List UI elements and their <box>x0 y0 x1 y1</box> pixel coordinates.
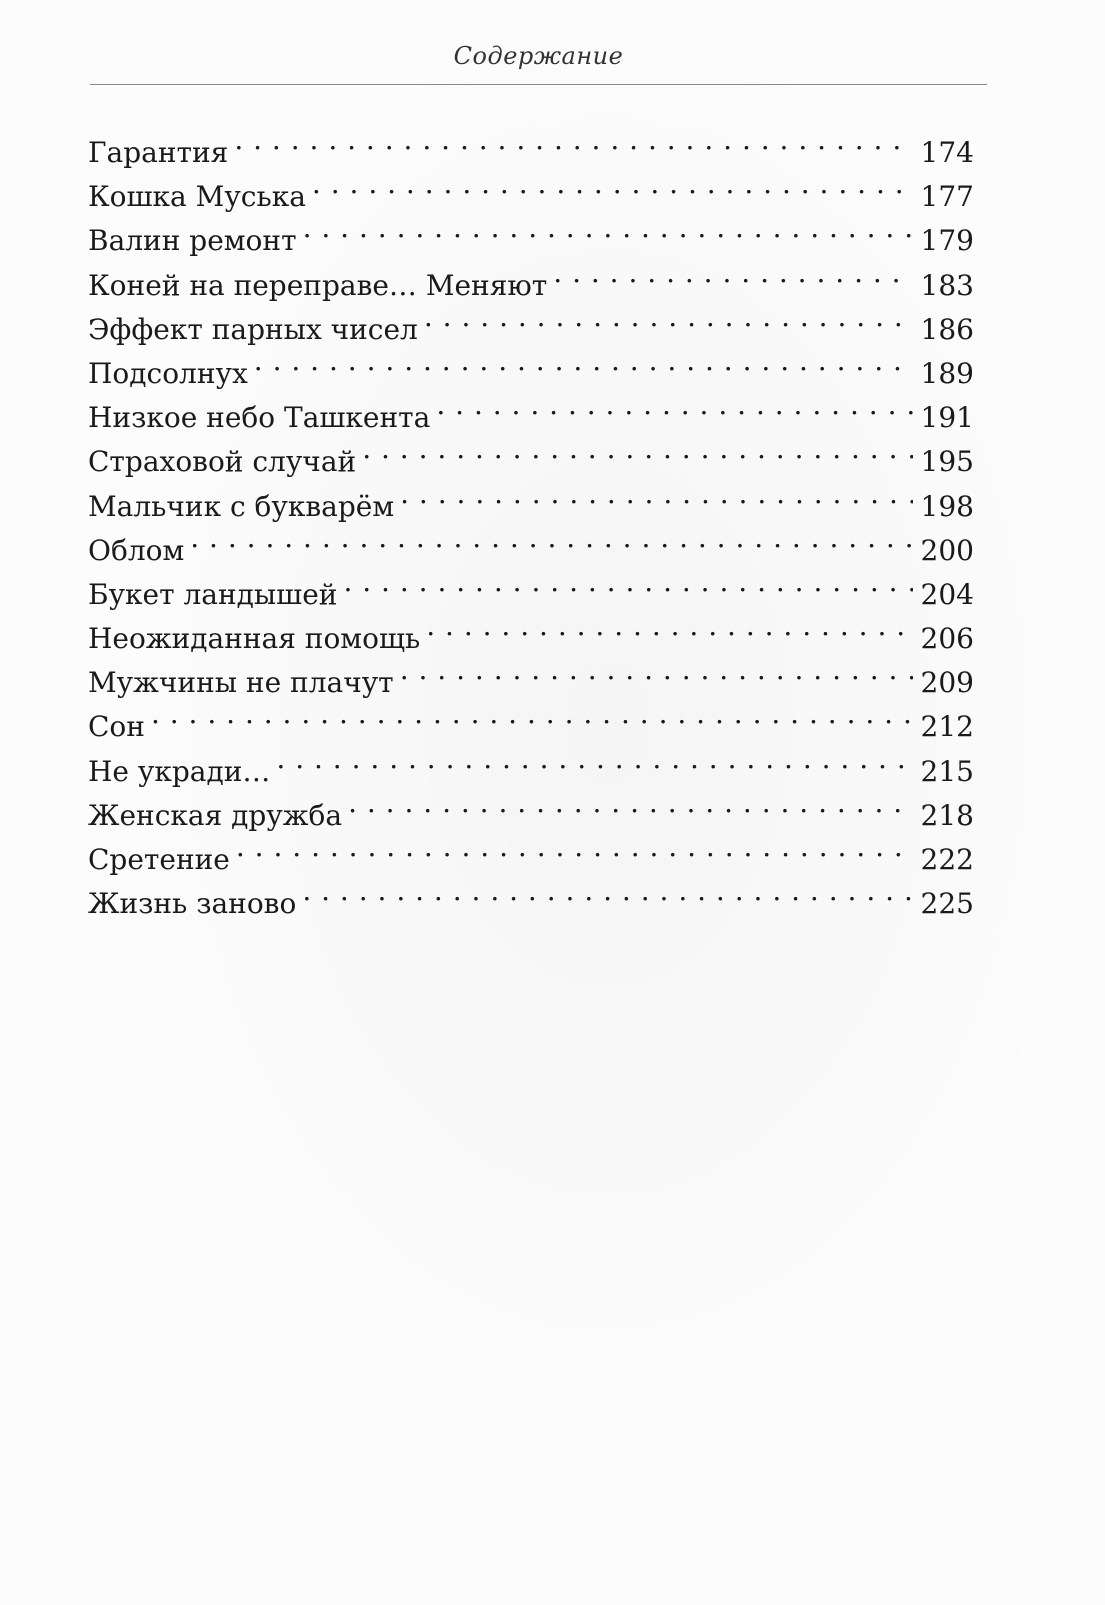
dot-leader <box>362 427 912 471</box>
toc-entry-page: 186 <box>920 312 974 346</box>
toc-entry-page: 204 <box>920 577 974 611</box>
dot-leader <box>426 604 912 648</box>
toc-entry-title: Жизнь заново <box>88 887 297 921</box>
toc-entry-title: Эффект парных чисел <box>88 312 418 346</box>
toc-entry-page: 179 <box>920 224 974 258</box>
toc-entry-title: Не укради… <box>88 754 271 788</box>
dot-leader <box>348 781 912 825</box>
dot-leader <box>234 118 912 162</box>
toc-entry-title: Мальчик с букварём <box>88 489 395 523</box>
toc-entry <box>88 737 974 788</box>
dot-leader <box>553 251 912 295</box>
dot-leader <box>190 516 912 560</box>
toc-entry-title: Валин ремонт <box>88 224 297 258</box>
toc-entry-title: Страховой случай <box>88 445 357 479</box>
dot-leader <box>343 560 912 604</box>
toc-entry-page: 212 <box>920 710 974 744</box>
toc-entry-page: 225 <box>920 887 974 921</box>
toc-entry-page: 189 <box>920 356 974 390</box>
dot-leader <box>236 825 913 869</box>
dot-leader <box>400 472 912 516</box>
toc-entry-title: Облом <box>88 533 185 567</box>
toc-entry-title: Низкое небо Ташкента <box>88 401 431 435</box>
dot-leader <box>302 869 912 913</box>
dot-leader <box>303 206 913 250</box>
toc-entry-page: 191 <box>920 401 974 435</box>
toc-entry-title: Мужчины не плачут <box>88 666 394 700</box>
toc-entry-page: 177 <box>920 180 974 214</box>
dot-leader <box>312 162 913 206</box>
toc-entry-page: 215 <box>920 754 974 788</box>
dot-leader <box>424 295 913 339</box>
toc-entry <box>88 516 974 567</box>
toc-entry-title: Женская дружба <box>88 798 343 832</box>
dot-leader <box>400 648 913 692</box>
dot-leader <box>276 737 912 781</box>
toc-entry-page: 206 <box>920 622 974 656</box>
toc-entry-title: Подсолнух <box>88 356 248 390</box>
toc-entry-title: Коней на переправе… Меняют <box>88 268 548 302</box>
toc-entry <box>88 560 974 611</box>
dot-leader <box>151 692 913 736</box>
toc-entry-title: Гарантия <box>88 136 229 169</box>
toc-entry-title: Кошка Муська <box>88 180 306 214</box>
toc-entry-title: Букет ландышей <box>88 577 338 611</box>
toc-entry-page: 183 <box>920 268 974 302</box>
toc-entry-page: 198 <box>920 489 974 523</box>
dot-leader <box>436 383 912 427</box>
toc-entry <box>88 692 974 744</box>
toc-entry-title: Сретение <box>88 843 230 876</box>
toc-entry-page: 218 <box>920 798 974 832</box>
dot-leader <box>254 339 913 383</box>
table-of-contents <box>88 118 974 921</box>
toc-entry-page: 222 <box>920 843 974 876</box>
toc-entry-title: Неожиданная помощь <box>88 622 421 656</box>
header-title: Содержание <box>453 42 624 70</box>
toc-entry <box>88 118 974 169</box>
running-header <box>90 38 987 85</box>
toc-entry-page: 200 <box>920 533 974 567</box>
toc-entry-page: 195 <box>920 445 974 479</box>
toc-entry-page: 174 <box>920 136 974 169</box>
toc-entry-title: Сон <box>88 710 145 744</box>
toc-entry-page: 209 <box>920 666 974 700</box>
